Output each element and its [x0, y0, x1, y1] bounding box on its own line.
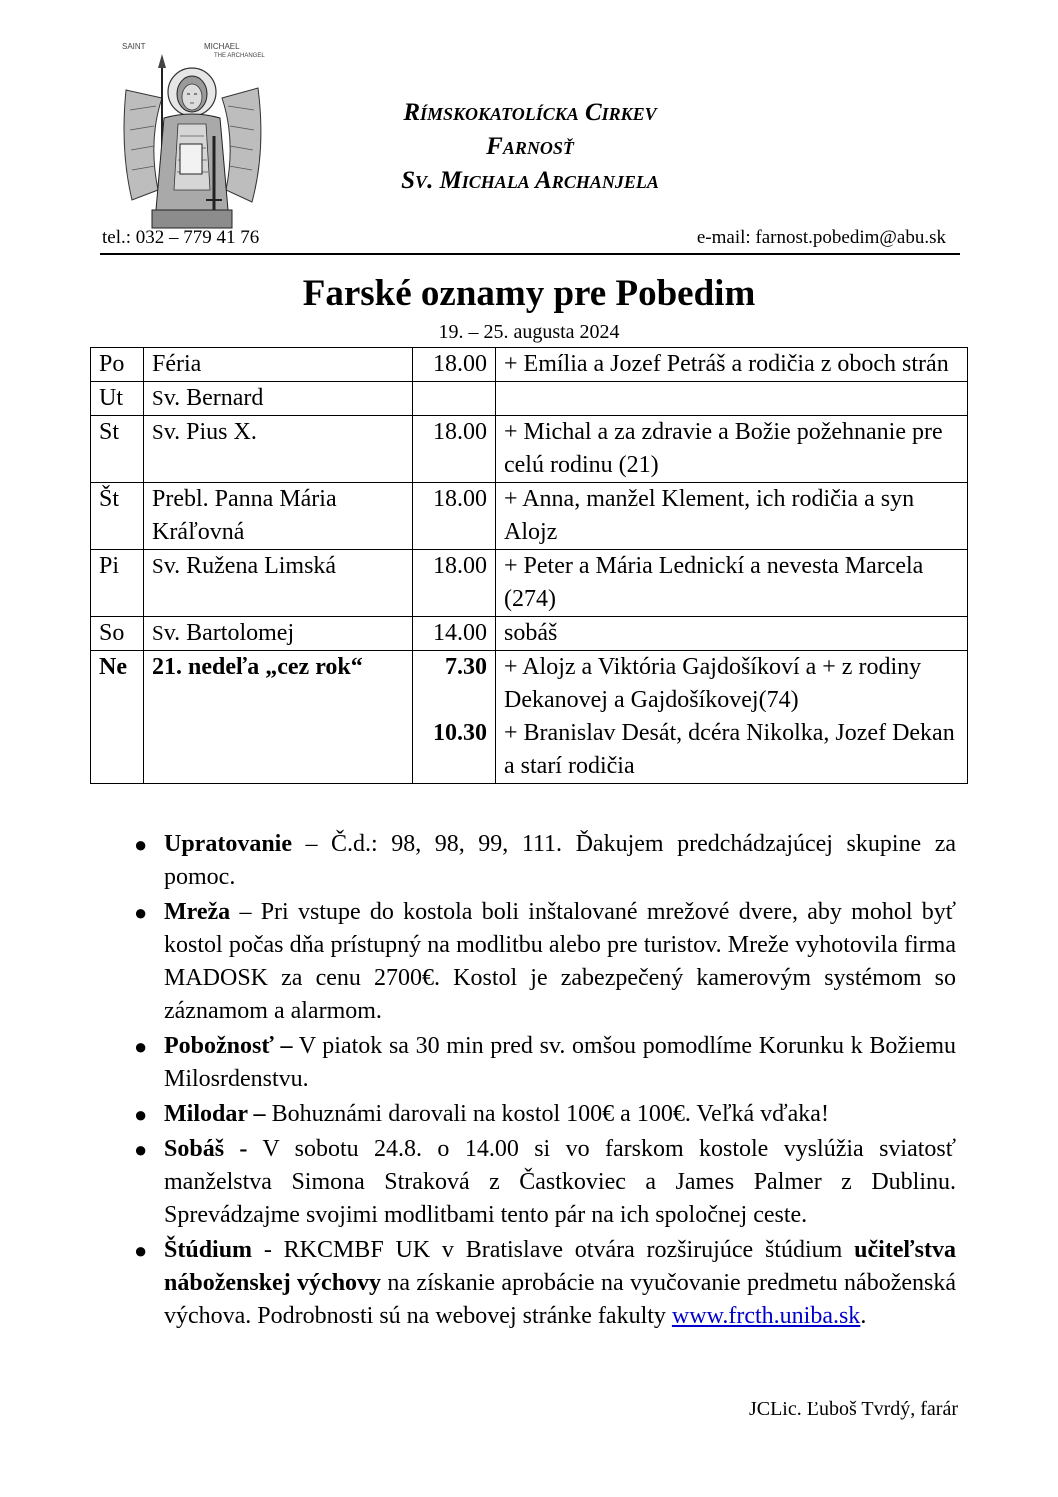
- bullet-icon: ●: [134, 832, 148, 857]
- mass-time: 7.30: [445, 654, 487, 680]
- table-row: [91, 550, 968, 617]
- parish-header: [300, 96, 760, 198]
- header-line-patron: Sv. Michala Archanjela: [401, 167, 659, 194]
- announcement-heading: Milodar –: [164, 1101, 266, 1127]
- table-row: [91, 651, 968, 784]
- announcement-heading: Pobožnosť –: [164, 1033, 293, 1059]
- list-item: [134, 896, 956, 1028]
- announcements-list: [134, 828, 956, 1335]
- time-cell: 14.00: [413, 617, 496, 651]
- date-range: 19. – 25. augusta 2024: [438, 321, 620, 343]
- announcement-heading: Sobáš -: [164, 1136, 248, 1162]
- announcement-emphasis: učiteľstva náboženskej výchovy: [164, 1237, 956, 1296]
- announcement-text: – Č.d.: 98, 98, 99, 111. Ďakujem predchádzajúcej skupine za pomoc.: [164, 831, 956, 890]
- table-row: [91, 348, 968, 382]
- mass-intention: + Branislav Desát, dcéra Nikolka, Jozef Dekan a starí rodičia: [504, 720, 955, 779]
- list-item: [134, 1098, 956, 1131]
- phone-number: tel.: 032 – 779 41 76: [102, 227, 260, 248]
- faculty-website-link[interactable]: www.frcth.uniba.sk: [671, 1303, 861, 1329]
- list-item: [134, 1133, 956, 1232]
- bullet-icon: ●: [134, 1238, 148, 1263]
- day-cell: So: [91, 617, 144, 651]
- page-title: Farské oznamy pre Pobedim: [302, 273, 756, 314]
- bullet-icon: ●: [134, 1102, 148, 1127]
- announcement-heading: Štúdium: [164, 1237, 253, 1263]
- announcement-text: – Pri vstupe do kostola boli inštalované mrežové dvere, aby mohol byť kostol počas dňa prístupný na modlitbu alebo pre turistov. Mreže vyhotovila firma MADOSK za cenu 2700€. Kostol je zabezpečený kamerovým systémom so záznamom a alarmom.: [164, 899, 956, 1024]
- intention-cell: + Michal a za zdravie a Božie požehnanie pre celú rodinu (21): [496, 416, 968, 483]
- intention-cell: [496, 382, 968, 416]
- time-cell: 18.00: [413, 348, 496, 382]
- announcement-text: Bohuznámi darovali na kostol 100€ a 100€. Veľká vďaka!: [265, 1101, 829, 1127]
- feast-name: v. Pius X.: [163, 419, 257, 445]
- time-cell: 18.00: [413, 550, 496, 617]
- bullet-icon: ●: [134, 1034, 148, 1059]
- announcement-heading: Mreža: [164, 899, 231, 925]
- feast-name: v. Bartolomej: [163, 620, 295, 646]
- intention-cell: [496, 651, 968, 784]
- feast-cell: [144, 382, 413, 416]
- time-cell: 18.00: [413, 416, 496, 483]
- table-row: [91, 382, 968, 416]
- icon-caption-left: SAINT: [122, 42, 146, 51]
- list-item: [134, 828, 956, 894]
- table-row: [91, 483, 968, 550]
- feast-cell: [144, 550, 413, 617]
- list-item: [134, 1030, 956, 1096]
- header-line-church: Rímskokatolícka Cirkev: [403, 99, 657, 126]
- email-address: e-mail: farnost.pobedim@abu.sk: [696, 227, 946, 248]
- feast-name: Prebl. Panna Mária Kráľovná: [152, 486, 337, 545]
- day-cell: Št: [91, 483, 144, 550]
- day-cell: Pi: [91, 550, 144, 617]
- feast-prefix: S: [152, 621, 164, 645]
- mass-intention: + Alojz a Viktória Gajdošíkoví a + z rodiny Dekanovej a Gajdošíkovej(74): [504, 654, 922, 713]
- icon-caption-small: THE ARCHANGEL: [214, 53, 265, 59]
- header-line-parish: Farnosť: [486, 133, 574, 160]
- list-item: [134, 1234, 956, 1333]
- feast-name: v. Bernard: [163, 385, 264, 411]
- feast-cell: [144, 348, 413, 382]
- intention-cell: sobáš: [496, 617, 968, 651]
- time-cell: [413, 382, 496, 416]
- announcement-text: .: [860, 1303, 867, 1329]
- feast-name: Féria: [152, 351, 202, 377]
- feast-cell: [144, 416, 413, 483]
- intention-cell: + Anna, manžel Klement, ich rodičia a syn Alojz: [496, 483, 968, 550]
- announcement-text: - RKCMBF UK v Bratislave otvára rozširujúce štúdium: [252, 1237, 855, 1263]
- bullet-icon: ●: [134, 900, 148, 925]
- day-cell: Po: [91, 348, 144, 382]
- announcement-text: V sobotu 24.8. o 14.00 si vo farskom kostole vyslúžia sviatosť manželstva Simona Straková z Častkoviec a James Palmer z Dublinu. Sprevádzajme svojimi modlitbami tento pár na ich spoločnej ceste.: [164, 1136, 957, 1228]
- announcement-text: V piatok sa 30 min pred sv. omšou pomodlíme Korunku k Božiemu Milosrdenstvu.: [164, 1033, 956, 1092]
- icon-caption-right: MICHAEL: [204, 42, 240, 51]
- contact-bar: [100, 227, 960, 255]
- feast-prefix: S: [152, 420, 164, 444]
- table-row: [91, 416, 968, 483]
- feast-cell: [144, 651, 413, 784]
- feast-name: 21. nedeľa „cez rok“: [152, 654, 363, 680]
- table-row: [91, 617, 968, 651]
- intention-cell: + Emília a Jozef Petráš a rodičia z oboch strán: [496, 348, 968, 382]
- feast-prefix: S: [152, 554, 164, 578]
- bullet-icon: ●: [134, 1137, 148, 1162]
- time-cell: [413, 651, 496, 784]
- feast-cell: [144, 483, 413, 550]
- day-cell: St: [91, 416, 144, 483]
- mass-schedule-table: [90, 347, 968, 784]
- day-cell: Ne: [91, 651, 144, 784]
- feast-cell: [144, 617, 413, 651]
- feast-prefix: S: [152, 386, 164, 410]
- archangel-icon: [118, 40, 266, 230]
- day-cell: Ut: [91, 382, 144, 416]
- intention-cell: + Peter a Mária Lednickí a nevesta Marcela (274): [496, 550, 968, 617]
- time-cell: 18.00: [413, 483, 496, 550]
- announcement-heading: Upratovanie: [164, 831, 292, 857]
- signature: JCLic. Ľuboš Tvrdý, farár: [748, 1398, 958, 1420]
- feast-name: v. Ružena Limská: [163, 553, 337, 579]
- announcement-text: na získanie aprobácie na vyučovanie predmetu náboženská výchova. Podrobnosti sú na webovej stránke fakulty: [164, 1270, 956, 1329]
- mass-time: 10.30: [433, 720, 487, 746]
